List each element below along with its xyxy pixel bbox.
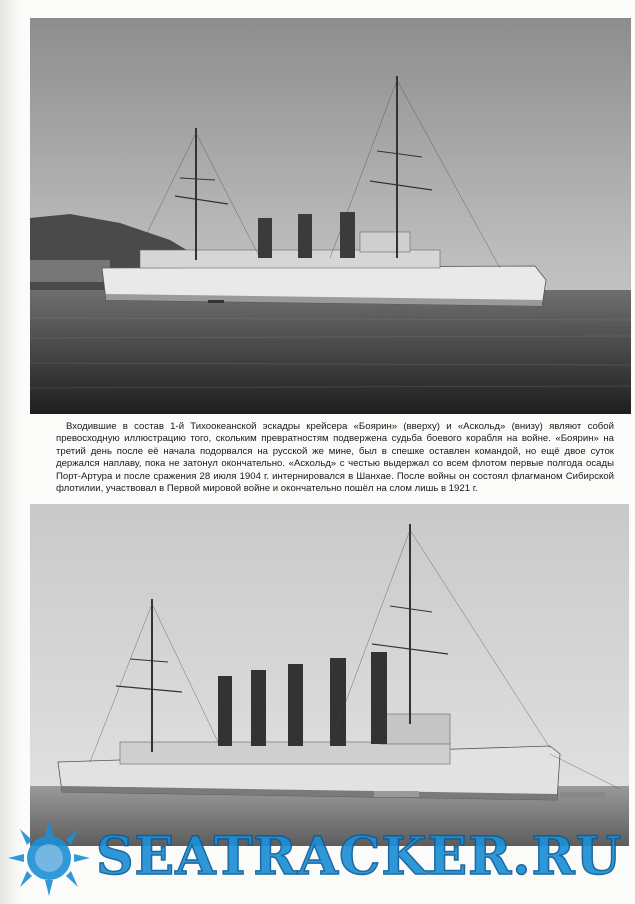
cruiser-boyarin-photo — [30, 18, 631, 414]
photo-caption: Входившие в состав 1-й Тихоокеанской эскадры крейсера «Боярин» (вверху) и «Аскольд» (внизу) являют собой превосходную иллюстрацию того, скольким превратностям подвержена судьба боевого корабля на войне. «Боярин» на третий день после её начала подорвался на русской же мине, был в спешке оставлен командой, но ещё двое суток держался наплаву, пока не затонул окончательно. «Аскольд» с честью выдержал со всем флотом первые полгода осады Порт-Артура и после сражения 28 июля 1904 г. интернировался в Шанхае. После войны он состоял флагманом Сибирской флотилии, участвовал в Первой мировой войне и окончательно пошёл на слом лишь в 1921 г. — [56, 421, 614, 495]
sun-icon — [6, 818, 92, 903]
page-spine-shadow — [0, 0, 24, 904]
watermark-text: SEATRACKER.RU — [96, 826, 623, 887]
cruiser-askold-photo — [30, 504, 629, 846]
